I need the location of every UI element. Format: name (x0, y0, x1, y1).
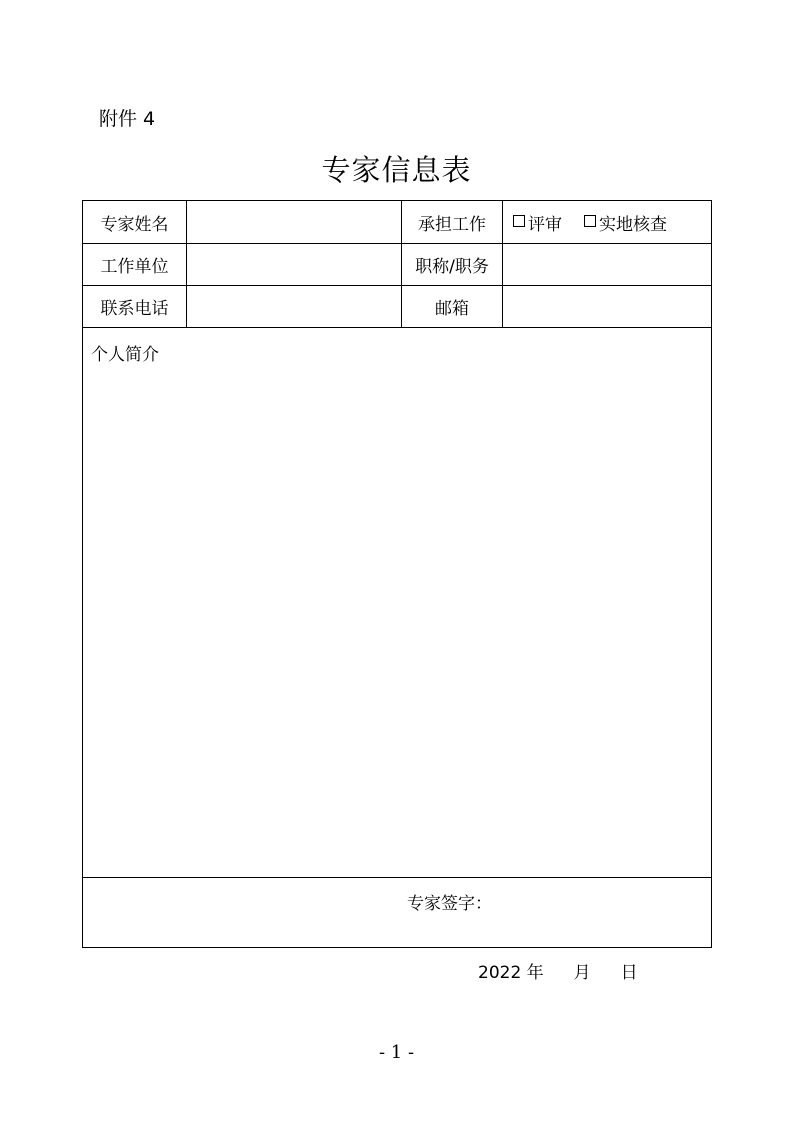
email-field[interactable] (503, 286, 711, 328)
attachment-label: 附件 4 (99, 108, 156, 130)
date-line (478, 958, 638, 983)
duty-label: 承担工作 (402, 201, 503, 244)
job-title-field[interactable] (503, 244, 711, 286)
duty-options (503, 201, 711, 244)
date-year: 2022 年 (478, 963, 544, 983)
date-month: 月 (573, 963, 591, 983)
bio-field[interactable] (83, 328, 711, 878)
duty-option-onsite[interactable] (584, 210, 667, 235)
name-label: 专家姓名 (83, 201, 187, 244)
page-title: 专家信息表 (321, 153, 472, 187)
phone-label: 联系电话 (83, 286, 187, 328)
org-label: 工作单位 (83, 244, 187, 286)
name-field[interactable] (187, 201, 402, 244)
review-option-label: 评审 (528, 214, 562, 235)
job-title-label: 职称/职务 (402, 244, 503, 286)
email-label: 邮箱 (402, 286, 503, 328)
page-number: - 1 - (378, 1042, 415, 1063)
phone-field[interactable] (187, 286, 402, 328)
expert-info-form (82, 200, 712, 948)
bio-label: 个人简介 (91, 345, 159, 365)
onsite-checkbox[interactable] (584, 215, 596, 227)
date-day: 日 (620, 963, 638, 983)
duty-option-review[interactable] (513, 210, 562, 235)
signature-label: 专家签字： (407, 894, 492, 914)
org-field[interactable] (187, 244, 402, 286)
review-checkbox[interactable] (513, 215, 525, 227)
onsite-option-label: 实地核查 (599, 214, 667, 235)
